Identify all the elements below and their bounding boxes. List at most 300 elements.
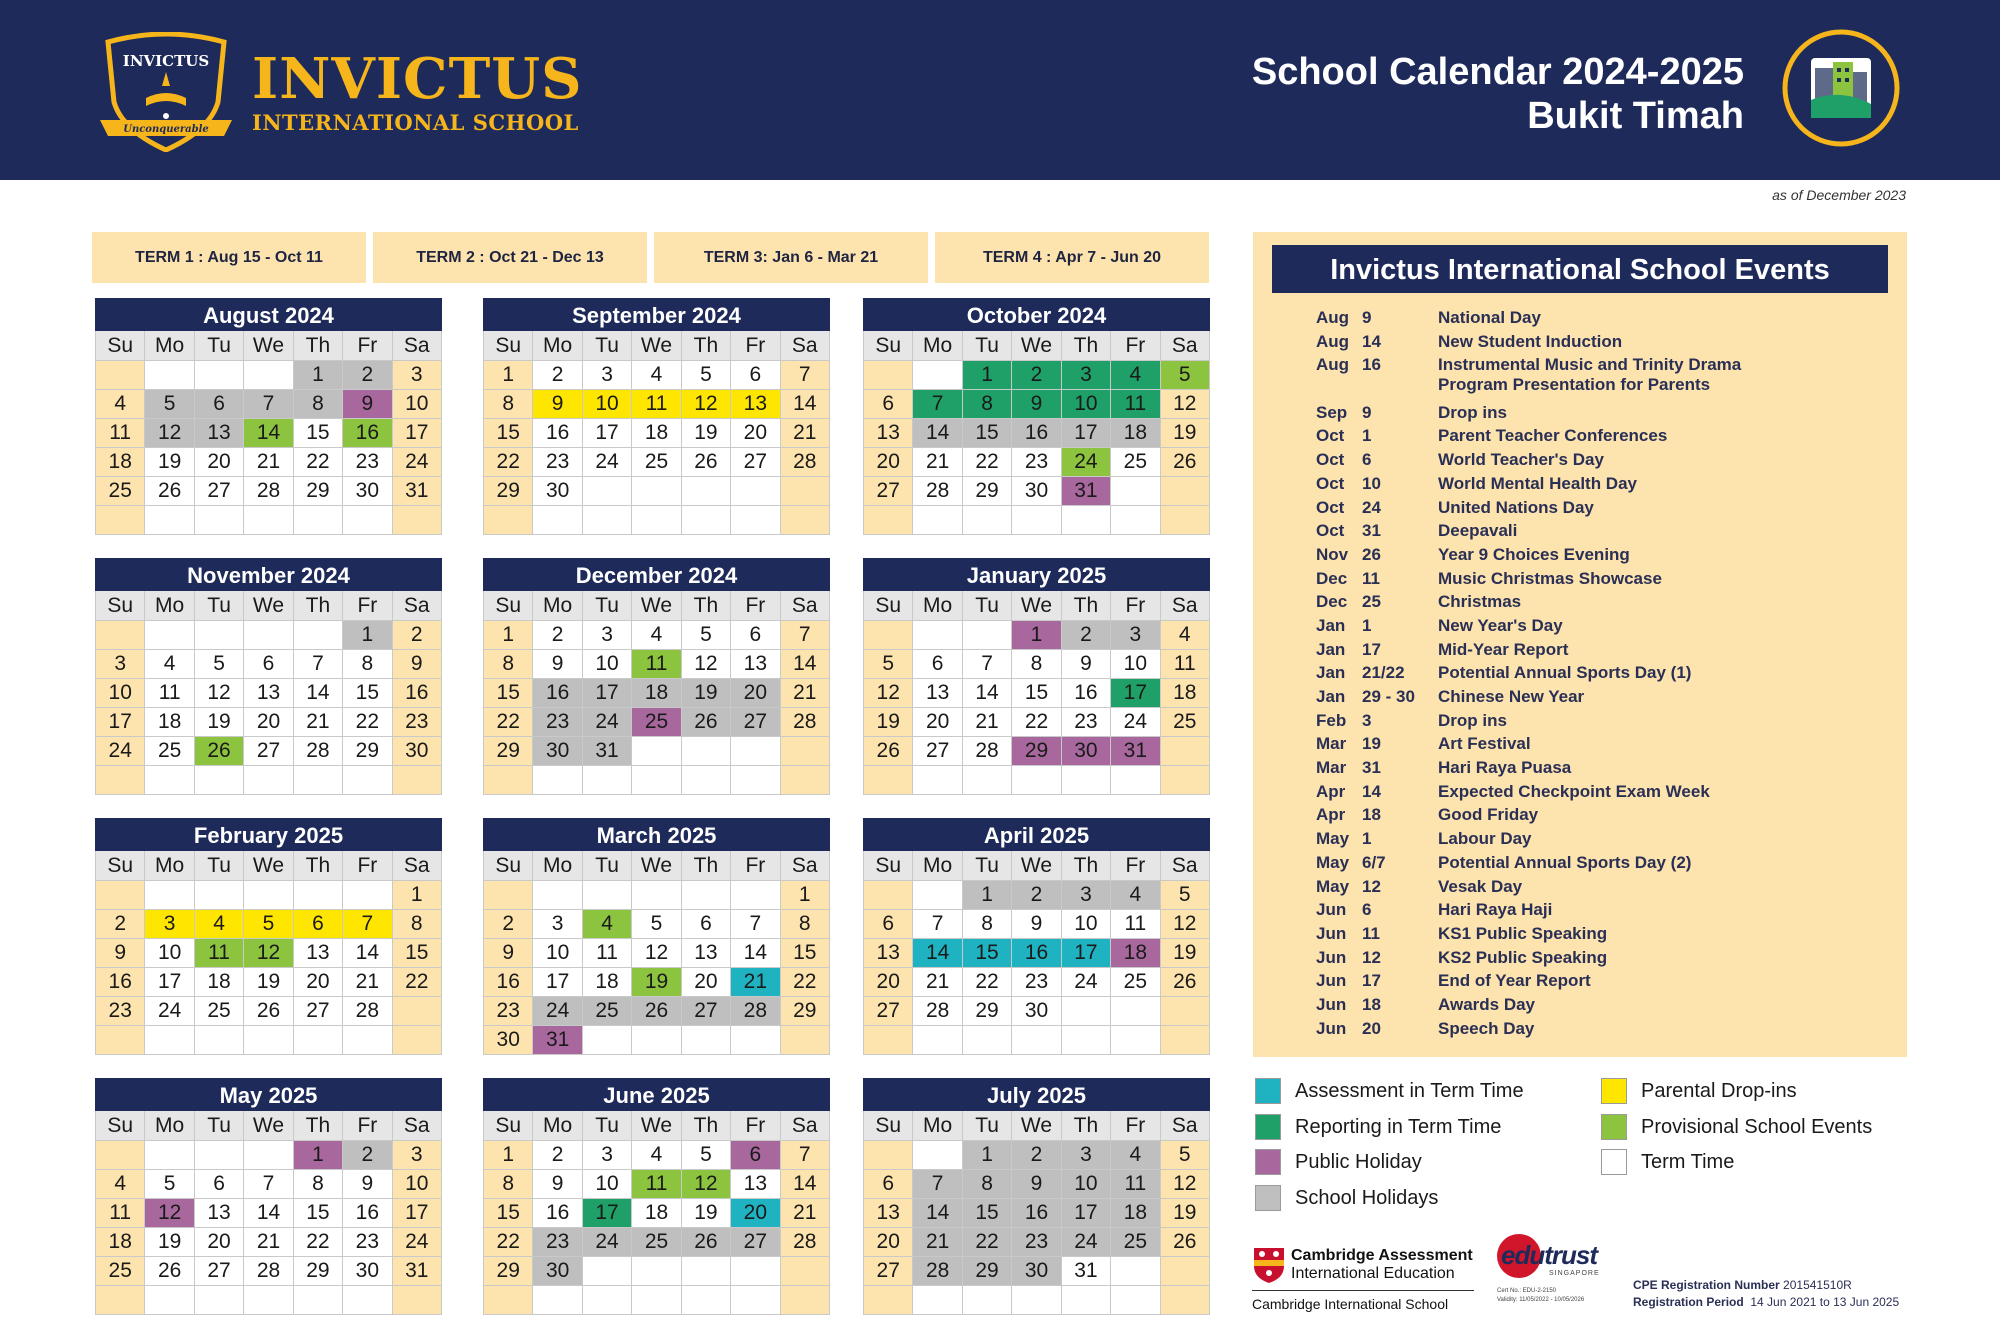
legend-label: Public Holiday xyxy=(1295,1150,1422,1173)
day-cell: 17 xyxy=(393,419,442,448)
day-cell: 24 xyxy=(96,737,145,766)
weekday-header: Fr xyxy=(1111,331,1160,361)
legend-swatch xyxy=(1255,1149,1281,1175)
day-cell: 3 xyxy=(96,650,145,679)
event-month: Jun xyxy=(1316,994,1347,1014)
day-cell: 17 xyxy=(583,679,632,708)
edutrust-logo xyxy=(1497,1232,1600,1308)
day-cell: 30 xyxy=(484,1026,533,1055)
day-cell: 9 xyxy=(343,1170,392,1199)
day-cell: 6 xyxy=(244,650,293,679)
day-cell: 24 xyxy=(1062,968,1111,997)
day-cell: 18 xyxy=(1111,1199,1160,1228)
cpe-registration xyxy=(1633,1277,1899,1311)
event-title-line: KS1 Public Speaking xyxy=(1438,923,1608,943)
month-may-2025 xyxy=(95,1078,442,1315)
empty-cell xyxy=(963,1026,1012,1055)
day-cell: 23 xyxy=(96,997,145,1026)
day-cell: 14 xyxy=(913,419,962,448)
empty-cell xyxy=(1161,997,1210,1026)
empty-cell xyxy=(244,361,293,390)
empty-cell xyxy=(913,1026,962,1055)
day-cell: 6 xyxy=(195,390,244,419)
day-cell: 13 xyxy=(864,1199,913,1228)
month-october-2024 xyxy=(863,298,1210,535)
event-title xyxy=(1438,308,1896,332)
empty-cell xyxy=(682,1286,731,1315)
empty-cell xyxy=(963,621,1012,650)
legend-label: School Holidays xyxy=(1295,1186,1439,1209)
event-day: 6/7 xyxy=(1362,852,1386,872)
day-cell: 20 xyxy=(731,1199,780,1228)
month-title: June 2025 xyxy=(483,1078,830,1111)
day-cell: 8 xyxy=(393,910,442,939)
day-cell: 10 xyxy=(96,679,145,708)
day-cell: 2 xyxy=(1012,881,1061,910)
day-cell: 13 xyxy=(864,939,913,968)
event-row xyxy=(1316,900,1896,924)
day-cell: 1 xyxy=(963,1141,1012,1170)
empty-cell xyxy=(1111,1026,1160,1055)
day-cell: 27 xyxy=(195,1257,244,1286)
day-cell: 22 xyxy=(484,708,533,737)
empty-cell xyxy=(195,506,244,535)
weekday-header: We xyxy=(1012,1111,1061,1141)
day-cell: 25 xyxy=(1161,708,1210,737)
event-title-line: New Student Induction xyxy=(1438,331,1623,351)
day-cell: 23 xyxy=(343,448,392,477)
day-cell: 5 xyxy=(682,621,731,650)
day-cell: 30 xyxy=(393,737,442,766)
day-cell: 31 xyxy=(393,477,442,506)
weekday-header: Mo xyxy=(145,591,194,621)
day-cell: 4 xyxy=(1161,621,1210,650)
empty-cell xyxy=(195,1141,244,1170)
weekday-header: Fr xyxy=(343,331,392,361)
weekday-header: Fr xyxy=(1111,1111,1160,1141)
weekday-header: Tu xyxy=(583,331,632,361)
day-cell: 17 xyxy=(1111,679,1160,708)
day-cell: 16 xyxy=(484,968,533,997)
event-row xyxy=(1316,450,1896,474)
event-row xyxy=(1316,687,1896,711)
day-cell: 4 xyxy=(1111,1141,1160,1170)
event-title xyxy=(1438,711,1896,735)
event-title xyxy=(1438,805,1896,829)
weekday-header: Th xyxy=(294,591,343,621)
day-cell: 25 xyxy=(632,1228,681,1257)
empty-cell xyxy=(195,1026,244,1055)
day-cell: 16 xyxy=(393,679,442,708)
event-title-line: Mid-Year Report xyxy=(1438,639,1569,659)
weekday-header: We xyxy=(244,591,293,621)
event-day: 31 xyxy=(1362,521,1381,541)
event-month: May xyxy=(1316,829,1350,849)
day-cell: 18 xyxy=(583,968,632,997)
event-title xyxy=(1438,995,1896,1019)
event-day: 11 xyxy=(1362,568,1380,588)
day-cell: 6 xyxy=(864,390,913,419)
weekday-header: Th xyxy=(682,331,731,361)
event-row xyxy=(1316,924,1896,948)
event-title xyxy=(1438,355,1896,402)
day-cell: 26 xyxy=(632,997,681,1026)
day-cell: 23 xyxy=(533,708,582,737)
legend-swatch xyxy=(1255,1114,1281,1140)
event-month: May xyxy=(1316,876,1350,896)
day-cell: 9 xyxy=(1062,650,1111,679)
day-cell: 1 xyxy=(781,881,830,910)
day-cell: 19 xyxy=(864,708,913,737)
day-cell: 6 xyxy=(294,910,343,939)
day-cell: 26 xyxy=(1161,968,1210,997)
day-cell: 25 xyxy=(632,708,681,737)
legend-public-holiday xyxy=(1255,1149,1422,1175)
day-cell: 7 xyxy=(781,1141,830,1170)
day-cell: 7 xyxy=(244,1170,293,1199)
empty-cell xyxy=(343,766,392,795)
day-cell: 21 xyxy=(963,708,1012,737)
weekday-header: Tu xyxy=(195,1111,244,1141)
month-grid xyxy=(483,591,830,795)
day-cell: 26 xyxy=(864,737,913,766)
month-april-2025 xyxy=(863,818,1210,1055)
legend-drop-ins xyxy=(1601,1078,1797,1104)
event-row xyxy=(1316,498,1896,522)
day-cell: 14 xyxy=(343,939,392,968)
empty-cell xyxy=(583,506,632,535)
day-cell: 30 xyxy=(1012,1257,1061,1286)
day-cell: 19 xyxy=(682,1199,731,1228)
day-cell: 19 xyxy=(682,679,731,708)
day-cell: 28 xyxy=(963,737,1012,766)
event-day: 31 xyxy=(1362,758,1381,778)
empty-cell xyxy=(1161,1286,1210,1315)
empty-cell xyxy=(533,1286,582,1315)
event-day: 9 xyxy=(1362,308,1372,327)
day-cell: 14 xyxy=(731,939,780,968)
empty-cell xyxy=(484,881,533,910)
event-day: 18 xyxy=(1362,994,1381,1014)
day-cell: 11 xyxy=(583,939,632,968)
empty-cell xyxy=(1062,1286,1111,1315)
weekday-header: Tu xyxy=(963,591,1012,621)
day-cell: 29 xyxy=(294,1257,343,1286)
empty-cell xyxy=(533,881,582,910)
legend-swatch xyxy=(1601,1149,1627,1175)
day-cell: 21 xyxy=(244,448,293,477)
event-row xyxy=(1316,616,1896,640)
month-september-2024 xyxy=(483,298,830,535)
empty-cell xyxy=(393,766,442,795)
event-day: 9 xyxy=(1362,402,1372,422)
day-cell: 30 xyxy=(533,1257,582,1286)
day-cell: 10 xyxy=(1062,1170,1111,1199)
calendar-title xyxy=(1252,50,1744,138)
event-day: 10 xyxy=(1362,473,1381,493)
day-cell: 22 xyxy=(963,1228,1012,1257)
event-month: Sep xyxy=(1316,402,1348,422)
empty-cell xyxy=(484,1286,533,1315)
weekday-header: Mo xyxy=(145,851,194,881)
month-grid xyxy=(863,331,1210,535)
empty-cell xyxy=(195,621,244,650)
event-title xyxy=(1438,426,1896,450)
weekday-header: Tu xyxy=(195,331,244,361)
event-month: Aug xyxy=(1316,308,1350,327)
day-cell: 3 xyxy=(583,621,632,650)
day-cell: 20 xyxy=(913,708,962,737)
events-title: Invictus International School Events xyxy=(1272,245,1888,293)
day-cell: 20 xyxy=(864,1228,913,1257)
day-cell: 16 xyxy=(1012,939,1061,968)
event-title-line: End of Year Report xyxy=(1438,971,1591,991)
day-cell: 5 xyxy=(145,390,194,419)
event-row xyxy=(1316,948,1896,972)
empty-cell xyxy=(96,766,145,795)
weekday-header: Su xyxy=(96,851,145,881)
weekday-header: Sa xyxy=(1161,1111,1210,1141)
month-december-2024 xyxy=(483,558,830,795)
day-cell: 19 xyxy=(1161,1199,1210,1228)
day-cell: 21 xyxy=(781,1199,830,1228)
month-title: November 2024 xyxy=(95,558,442,591)
empty-cell xyxy=(294,766,343,795)
empty-cell xyxy=(1161,477,1210,506)
day-cell: 22 xyxy=(963,448,1012,477)
weekday-header: We xyxy=(632,851,681,881)
day-cell: 5 xyxy=(682,361,731,390)
empty-cell xyxy=(1012,1026,1061,1055)
day-cell: 15 xyxy=(781,939,830,968)
event-title-line: Christmas xyxy=(1438,592,1522,612)
month-title: May 2025 xyxy=(95,1078,442,1111)
day-cell: 18 xyxy=(1111,419,1160,448)
day-cell: 23 xyxy=(484,997,533,1026)
weekday-header: We xyxy=(632,331,681,361)
day-cell: 28 xyxy=(731,997,780,1026)
day-cell: 13 xyxy=(731,650,780,679)
term-3-banner: TERM 3: Jan 6 - Mar 21 xyxy=(654,232,928,283)
day-cell: 4 xyxy=(632,621,681,650)
empty-cell xyxy=(682,881,731,910)
weekday-header: Mo xyxy=(533,1111,582,1141)
empty-cell xyxy=(682,1026,731,1055)
day-cell: 23 xyxy=(1012,448,1061,477)
event-month: Jan xyxy=(1316,615,1346,635)
calendar-title-line2: Bukit Timah xyxy=(1527,95,1744,137)
day-cell: 17 xyxy=(1062,1199,1111,1228)
day-cell: 28 xyxy=(781,448,830,477)
day-cell: 26 xyxy=(244,997,293,1026)
empty-cell xyxy=(393,506,442,535)
event-title xyxy=(1438,616,1896,640)
empty-cell xyxy=(583,881,632,910)
event-title xyxy=(1438,1019,1896,1043)
empty-cell xyxy=(533,506,582,535)
day-cell: 8 xyxy=(963,1170,1012,1199)
event-title xyxy=(1438,474,1896,498)
weekday-header: Sa xyxy=(781,331,830,361)
day-cell: 5 xyxy=(1161,881,1210,910)
empty-cell xyxy=(1111,997,1160,1026)
day-cell: 26 xyxy=(1161,448,1210,477)
legend-label: Provisional School Events xyxy=(1641,1115,1873,1138)
day-cell: 16 xyxy=(1012,1199,1061,1228)
weekday-header: We xyxy=(1012,331,1061,361)
empty-cell xyxy=(244,766,293,795)
day-cell: 27 xyxy=(731,1228,780,1257)
event-month: Oct xyxy=(1316,497,1345,517)
event-month: Dec xyxy=(1316,592,1348,612)
empty-cell xyxy=(1062,1026,1111,1055)
empty-cell xyxy=(1062,997,1111,1026)
event-day: 16 xyxy=(1362,355,1381,375)
day-cell: 18 xyxy=(632,1199,681,1228)
day-cell: 3 xyxy=(583,1141,632,1170)
event-row xyxy=(1316,971,1896,995)
month-grid xyxy=(95,1111,442,1315)
month-title: March 2025 xyxy=(483,818,830,851)
event-month: Oct xyxy=(1316,473,1345,493)
event-row xyxy=(1316,829,1896,853)
day-cell: 21 xyxy=(913,448,962,477)
weekday-header: We xyxy=(1012,591,1061,621)
empty-cell xyxy=(632,1257,681,1286)
month-title: August 2024 xyxy=(95,298,442,331)
day-cell: 8 xyxy=(963,910,1012,939)
weekday-header: We xyxy=(244,851,293,881)
weekday-header: We xyxy=(1012,851,1061,881)
event-title xyxy=(1438,332,1896,356)
day-cell: 17 xyxy=(533,968,582,997)
weekday-header: Fr xyxy=(343,851,392,881)
day-cell: 2 xyxy=(533,621,582,650)
day-cell: 7 xyxy=(731,910,780,939)
month-title: October 2024 xyxy=(863,298,1210,331)
day-cell: 20 xyxy=(244,708,293,737)
weekday-header: Th xyxy=(682,1111,731,1141)
empty-cell xyxy=(682,477,731,506)
day-cell: 4 xyxy=(1111,361,1160,390)
month-grid xyxy=(483,1111,830,1315)
day-cell: 28 xyxy=(913,997,962,1026)
weekday-header: Su xyxy=(484,591,533,621)
day-cell: 6 xyxy=(731,1141,780,1170)
empty-cell xyxy=(96,1286,145,1315)
event-title xyxy=(1438,853,1896,877)
event-month: Feb xyxy=(1316,710,1347,730)
day-cell: 12 xyxy=(682,390,731,419)
day-cell: 2 xyxy=(343,1141,392,1170)
empty-cell xyxy=(731,1257,780,1286)
day-cell: 23 xyxy=(533,448,582,477)
weekday-header: Mo xyxy=(145,1111,194,1141)
day-cell: 25 xyxy=(1111,1228,1160,1257)
month-title: January 2025 xyxy=(863,558,1210,591)
weekday-header: We xyxy=(632,1111,681,1141)
event-row xyxy=(1316,877,1896,901)
event-month: Jun xyxy=(1316,923,1347,943)
month-november-2024 xyxy=(95,558,442,795)
empty-cell xyxy=(294,1026,343,1055)
month-title: April 2025 xyxy=(863,818,1210,851)
weekday-header: Tu xyxy=(963,851,1012,881)
day-cell: 20 xyxy=(731,679,780,708)
day-cell: 3 xyxy=(145,910,194,939)
month-january-2025 xyxy=(863,558,1210,795)
day-cell: 5 xyxy=(1161,361,1210,390)
day-cell: 14 xyxy=(963,679,1012,708)
day-cell: 17 xyxy=(583,1199,632,1228)
event-day: 14 xyxy=(1362,781,1381,801)
event-row xyxy=(1316,734,1896,758)
event-title xyxy=(1438,687,1896,711)
day-cell: 20 xyxy=(195,1228,244,1257)
empty-cell xyxy=(294,506,343,535)
day-cell: 15 xyxy=(484,419,533,448)
event-row xyxy=(1316,711,1896,735)
event-title-line: World Teacher's Day xyxy=(1438,450,1604,470)
day-cell: 29 xyxy=(484,477,533,506)
day-cell: 13 xyxy=(195,1199,244,1228)
reg-period: 14 Jun 2021 to 13 Jun 2025 xyxy=(1750,1295,1900,1309)
event-row xyxy=(1316,308,1896,332)
empty-cell xyxy=(731,1286,780,1315)
weekday-header: Mo xyxy=(533,591,582,621)
empty-cell xyxy=(731,737,780,766)
weekday-header: Su xyxy=(484,1111,533,1141)
weekday-header: Su xyxy=(864,851,913,881)
day-cell: 11 xyxy=(1111,1170,1160,1199)
day-cell: 27 xyxy=(864,997,913,1026)
empty-cell xyxy=(484,506,533,535)
weekday-header: Su xyxy=(864,591,913,621)
day-cell: 14 xyxy=(244,419,293,448)
day-cell: 19 xyxy=(632,968,681,997)
event-title-line: Instrumental Music and Trinity Drama xyxy=(1438,355,1742,375)
term-1-banner: TERM 1 : Aug 15 - Oct 11 xyxy=(92,232,366,283)
day-cell: 24 xyxy=(145,997,194,1026)
day-cell: 15 xyxy=(294,1199,343,1228)
weekday-header: Th xyxy=(294,331,343,361)
day-cell: 2 xyxy=(393,621,442,650)
school-crest-logo xyxy=(100,32,232,152)
legend-swatch xyxy=(1255,1185,1281,1211)
day-cell: 29 xyxy=(963,1257,1012,1286)
day-cell: 10 xyxy=(583,390,632,419)
event-row xyxy=(1316,332,1896,356)
day-cell: 14 xyxy=(781,390,830,419)
day-cell: 19 xyxy=(145,448,194,477)
day-cell: 29 xyxy=(484,737,533,766)
day-cell: 9 xyxy=(1012,910,1061,939)
crest-text-top: INVICTUS xyxy=(122,52,210,70)
event-title xyxy=(1438,498,1896,522)
day-cell: 9 xyxy=(343,390,392,419)
day-cell: 29 xyxy=(781,997,830,1026)
month-grid xyxy=(483,851,830,1055)
weekday-header: Sa xyxy=(1161,851,1210,881)
event-title xyxy=(1438,877,1896,901)
empty-cell xyxy=(1161,766,1210,795)
day-cell: 13 xyxy=(731,390,780,419)
event-title xyxy=(1438,450,1896,474)
day-cell: 5 xyxy=(195,650,244,679)
day-cell: 31 xyxy=(583,737,632,766)
day-cell: 28 xyxy=(244,477,293,506)
month-grid xyxy=(95,331,442,535)
